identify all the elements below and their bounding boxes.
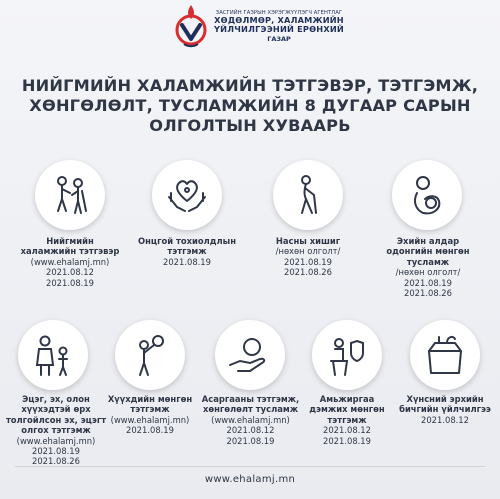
footer-divider	[15, 466, 485, 467]
item-5-date-2: 2021.08.26	[32, 456, 80, 467]
title-line-3: ОЛГОЛТЫН ХУВААРЬ	[149, 116, 351, 135]
item-4-sub-3: /нөхөн олголт/	[395, 267, 461, 278]
item-1-date-2: 2021.08.19	[46, 277, 94, 288]
item-3-title: Насны хишиг	[275, 236, 341, 246]
caregiver-icon	[312, 320, 382, 390]
item-2-sub: тэтгэмж	[167, 246, 207, 257]
item-5-sub-3: (www.ehalamj.mn)	[16, 435, 96, 446]
item-9-label	[390, 394, 500, 425]
item-7-sub-2: (www.ehalamj.mn)	[211, 414, 290, 425]
item-8-date-2: 2021.08.19	[323, 435, 371, 446]
item-4-date-1: 2021.08.19	[404, 277, 452, 288]
item-5-date-1: 2021.08.19	[32, 446, 80, 457]
item-8-date-1: 2021.08.12	[323, 425, 371, 436]
item-2-date-1: 2021.08.19	[163, 256, 211, 267]
item-7-date-1: 2021.08.12	[226, 425, 275, 436]
item-5-title-2: хүүхэдтэй өрх	[21, 404, 91, 415]
item-3-label	[248, 236, 368, 278]
item-1-date-1: 2021.08.12	[46, 267, 94, 278]
item-1-label	[5, 236, 135, 288]
item-6-title: Хүүхдийн мөнгөн	[107, 394, 193, 404]
item-7-sub: хөнгөлөлт тусламж	[202, 404, 299, 415]
item-3-date-1: 2021.08.19	[284, 256, 332, 267]
item-4-title: Эхийн алдар	[396, 236, 460, 246]
item-6-date-1: 2021.08.19	[126, 425, 174, 436]
item-4-sub-2: тусламж	[406, 256, 450, 267]
item-7-date-2: 2021.08.19	[226, 435, 275, 446]
item-7-label	[193, 394, 308, 446]
item-3-date-2: 2021.08.26	[284, 267, 332, 278]
item-6-sub-2: (www.ehalamj.mn)	[110, 414, 190, 425]
family-icon	[18, 320, 88, 390]
hands-heart-icon	[152, 160, 222, 230]
page-title	[20, 76, 480, 136]
item-6-sub: тэтгэмж	[130, 404, 170, 415]
agency-line-2: ҮЙЛЧИЛГЭЭНИЙ ЕРӨНХИЙ	[214, 24, 344, 34]
item-4-label	[368, 236, 488, 298]
agency-logo-icon	[170, 3, 212, 49]
item-8-title: Амьжиргаа	[319, 394, 375, 404]
title-line-2: ХӨНГӨЛӨЛТ, ТУСЛАМЖИЙН 8 ДУГААР САРЫН	[29, 96, 471, 115]
item-9-title: Хүнсний эрхийн	[406, 394, 484, 404]
agency-top-line: ЗАСГИЙН ГАЗРЫН ХЭРЭГЖҮҮЛЭГЧ АГЕНТЛАГ	[215, 10, 343, 16]
item-5-sub: толгойлсон эх, эцэгт	[5, 414, 107, 425]
agency-line-1: ХӨДӨЛМӨР, ХАЛАМЖИЙН	[214, 15, 344, 25]
item-3-sub: /нөхөн олголт/	[275, 246, 341, 257]
coin-hand-icon	[215, 320, 285, 390]
item-4-sub: одонгийн мөнгөн	[386, 246, 470, 257]
item-1-title-1: Нийгмийн	[46, 236, 94, 246]
footer-url[interactable]: www.ehalamj.mn	[204, 474, 296, 485]
item-8-sub-2: тэтгэмж	[327, 414, 367, 425]
item-2-label	[127, 236, 247, 267]
item-8-label	[292, 394, 402, 446]
item-5-sub-2: олгох тэтгэмж	[21, 425, 91, 436]
item-7-title: Асаргааны тэтгэмж,	[201, 394, 300, 404]
child-coin-icon	[115, 320, 185, 390]
item-2-title: Онцгой тохиолдлын	[137, 236, 237, 246]
item-4-date-2: 2021.08.26	[404, 288, 452, 299]
item-1-sub: (www.ehalamj.mn)	[30, 256, 110, 267]
item-9-sub: бичгийн үйлчилгээ	[399, 404, 491, 415]
agency-line-3: ГАЗАР	[267, 35, 291, 43]
item-1-title-2: халамжийн тэтгэвэр	[20, 246, 120, 257]
title-line-1: НИЙГМИЙН ХАЛАМЖИЙН ТЭТГЭВЭР, ТЭТГЭМЖ,	[21, 76, 479, 95]
elderly-person-icon	[273, 160, 343, 230]
elderly-care-icon	[35, 160, 105, 230]
mother-baby-icon	[392, 160, 462, 230]
item-6-label	[95, 394, 205, 436]
food-box-icon	[410, 320, 480, 390]
item-9-date-1: 2021.08.12	[421, 414, 469, 425]
item-8-sub: дэмжих мөнгөн	[309, 404, 385, 415]
agency-name	[214, 10, 344, 43]
item-5-title-1: Эцэг, эх, олон	[22, 394, 90, 404]
